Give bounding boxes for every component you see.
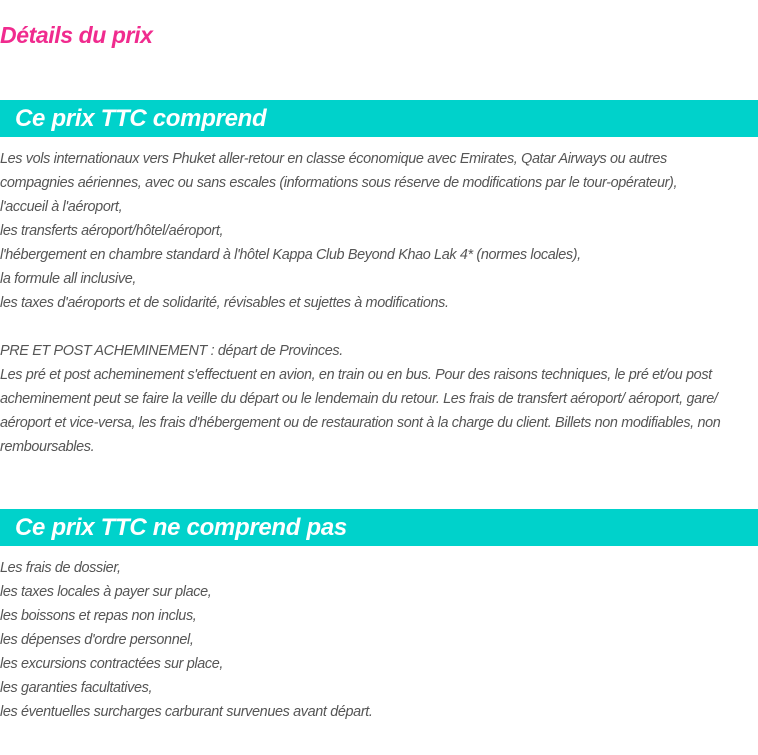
excluded-content [0,556,758,724]
included-line: Les vols internationaux vers Phuket aller-retour en classe économique avec Emirates, Qatar Airways ou autres [0,151,667,167]
excluded-line: les garanties facultatives, [0,680,153,696]
transport-note-line: acheminement peut se faire la veille du départ ou le lendemain du retour. Les frais de transfert aéroport/ aéroport, gare/ [0,391,718,407]
excluded-section-header [0,509,758,546]
spacer [0,315,758,339]
included-line: les taxes d'aéroports et de solidarité, révisables et sujettes à modifications. [0,295,449,311]
excluded-heading: Ce prix TTC ne comprend pas [15,514,347,541]
excluded-line: les dépenses d'ordre personnel, [0,632,194,648]
excluded-line: les boissons et repas non inclus, [0,608,197,624]
included-line: compagnies aériennes, avec ou sans escales (informations sous réserve de modifications par le tour-opérateur), [0,175,678,191]
excluded-line: les éventuelles surcharges carburant survenues avant départ. [0,704,373,720]
transport-note-line: aéroport et vice-versa, les frais d'hébergement ou de restauration sont à la charge du client. Billets non modifiables, non [0,415,721,431]
included-line: l'hébergement en chambre standard à l'hôtel Kappa Club Beyond Khao Lak 4* (normes locales), [0,247,581,263]
included-section-header [0,100,758,137]
included-line: la formule all inclusive, [0,271,137,287]
excluded-line: les taxes locales à payer sur place, [0,584,212,600]
included-line: l'accueil à l'aéroport, [0,199,123,215]
page-title: Détails du prix [0,22,153,48]
transport-note-line: remboursables. [0,439,95,455]
included-line: les transferts aéroport/hôtel/aéroport, [0,223,224,239]
transport-note-line: Les pré et post acheminement s'effectuent en avion, en train ou en bus. Pour des raisons techniques, le pré et/ou post [0,367,712,383]
excluded-line: les excursions contractées sur place, [0,656,224,672]
excluded-line: Les frais de dossier, [0,560,121,576]
included-content [0,147,758,459]
transport-note-title: PRE ET POST ACHEMINEMENT : départ de Provinces. [0,343,343,359]
included-heading: Ce prix TTC comprend [15,105,267,132]
